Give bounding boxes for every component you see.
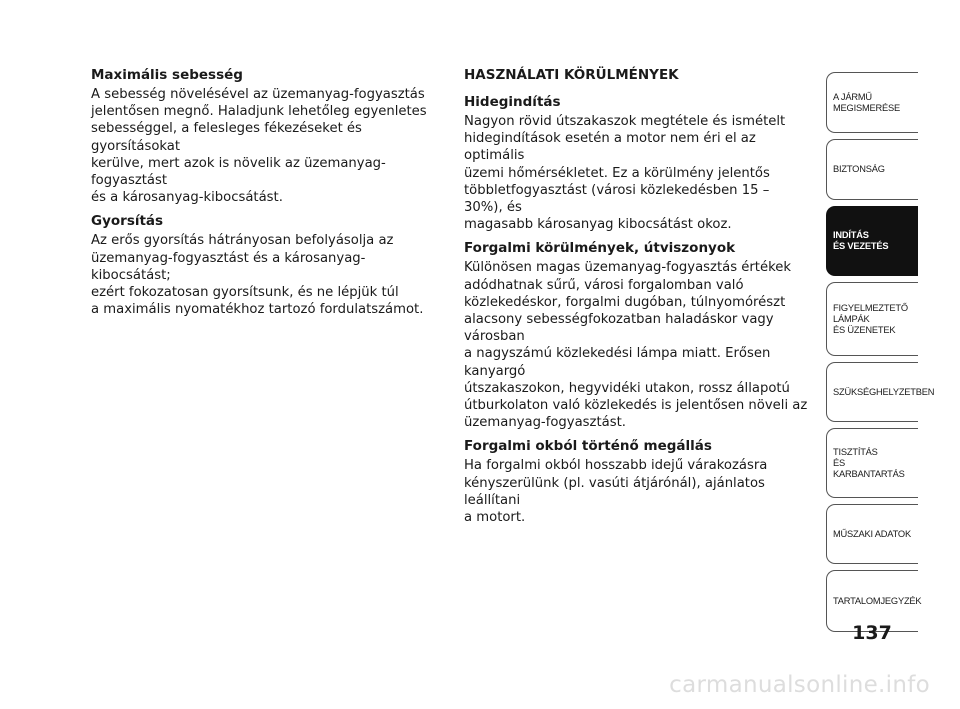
section-cold-start: [464, 93, 809, 233]
watermark: carmanualsonline.info: [669, 672, 930, 698]
section-body: A sebesség növelésével az üzemanyag-fogyasztás jelentősen megnő. Haladjunk lehetőleg egyenletes sebességgel, a felesleges fékezéseket és gyorsításokat kerülve, mert azok is növelik az üzemanyag-fogyasztást és a károsanyag-kibocsátást.: [91, 87, 427, 206]
tab-safety[interactable]: BIZTONSÁG: [826, 139, 918, 200]
right-column: [464, 66, 809, 532]
section-acceleration: [91, 212, 441, 318]
left-column: [91, 66, 441, 324]
section-heading: Hidegindítás: [464, 94, 561, 110]
tab-vehicle-overview[interactable]: A JÁRMŰ MEGISMERÉSE: [826, 72, 918, 133]
section-heading: Forgalmi okból történő megállás: [464, 438, 712, 455]
section-body: Ha forgalmi okból hosszabb idejű várakozásra kényszerülünk (pl. vasúti átjárónál), ajánlatos leállítani a motort.: [464, 458, 768, 526]
section-heading: Maximális sebesség: [91, 67, 243, 83]
section-traffic-stops: [464, 437, 809, 526]
section-traffic-conditions: [464, 239, 809, 431]
page-title: HASZNÁLATI KÖRÜLMÉNYEK: [464, 67, 679, 83]
tab-maintenance[interactable]: TISZTÍTÁS ÉS KARBANTARTÁS: [826, 428, 918, 498]
page-number: 137: [852, 622, 892, 644]
section-heading: Forgalmi körülmények, útviszonyok: [464, 240, 736, 257]
tab-warning-lights[interactable]: FIGYELMEZTETŐ LÁMPÁK ÉS ÜZENETEK: [826, 282, 918, 356]
tab-emergency[interactable]: SZÜKSÉGHELYZETBEN: [826, 362, 918, 422]
tab-starting-driving[interactable]: INDÍTÁS ÉS VEZETÉS: [826, 206, 918, 276]
section-body: Az erős gyorsítás hátrányosan befolyásolja az üzemanyag-fogyasztást és a károsanyag-kibocsátást; ezért fokozatosan gyorsítsunk, és ne lépjük túl a maximális nyomatékhoz tartozó fordulatszámot.: [91, 233, 424, 318]
section-heading: Gyorsítás: [91, 213, 164, 230]
chapter-tabs: [826, 72, 935, 638]
section-max-speed: [91, 66, 441, 206]
tab-index[interactable]: TARTALOMJEGYZÉK: [826, 570, 918, 632]
section-body: Nagyon rövid útszakaszok megtétele és ismételt hidegindítások esetén a motor nem éri el az optimális üzemi hőmérsékletet. Ez a körülmény jelentős többletfogyasztást (városi közlekedésben 15 – 30%), és magasabb károsanyag kibocsátást okoz.: [464, 114, 786, 233]
tab-technical-data[interactable]: MŰSZAKI ADATOK: [826, 504, 918, 564]
section-body: Különösen magas üzemanyag-fogyasztás értékek adódhatnak sűrű, városi forgalomban való közlekedéskor, forgalmi dugóban, túlnyomórészt alacsony sebességfokozatban haladáskor vagy városban a nagyszámú közlekedési lámpa miatt. Erősen kanyargó útszakaszokon, hegyvidéki utakon, rossz állapotú útburkolaton való közlekedés is jelentősen növeli az üzemanyag-fogyasztást.: [464, 260, 808, 431]
